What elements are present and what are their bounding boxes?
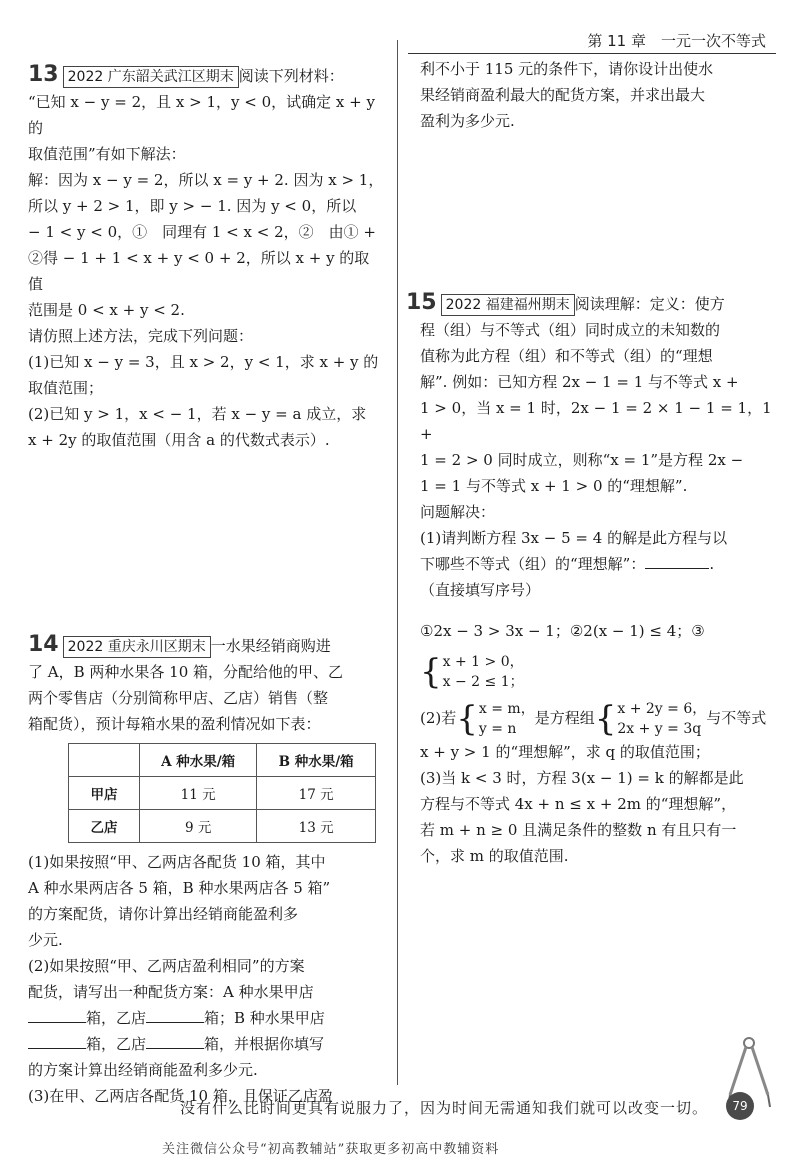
text-line: “已知 x − y = 2，且 x > 1，y < 0，试确定 x + y 的: [28, 93, 375, 137]
text-line: 解”. 例如：已知方程 2x − 1 = 1 与不等式 x +: [420, 373, 739, 391]
system-line: y = n: [478, 721, 517, 737]
text-line: 少元.: [28, 931, 63, 949]
text-line: 个，求 m 的取值范围.: [420, 847, 569, 865]
text-line: 阅读理解：定义：使方: [574, 295, 725, 313]
header-rule: [408, 53, 776, 54]
table-cell: 17 元: [257, 777, 376, 810]
text-line: 范围是 0 < x + y < 2.: [28, 301, 185, 319]
text-line: （直接填写序号）: [420, 581, 541, 599]
answer-blank[interactable]: [28, 1034, 86, 1049]
question-13: [28, 62, 384, 453]
brace-glyph: {: [594, 699, 617, 739]
text-line: 若 m + n ≥ 0 且满足条件的整数 n 有且只有一: [420, 821, 737, 839]
text-line: (2)如果按照“甲、乙两店盈利相同”的方案: [28, 957, 305, 975]
text-line: 两个零售店（分别简称甲店、乙店）销售（整: [28, 689, 329, 707]
table-cell: 9 元: [140, 810, 257, 843]
text-fragment: 箱；B 种水果甲店: [204, 1009, 325, 1027]
table-header-row: [69, 744, 376, 777]
text-line: ②得 − 1 + 1 < x + y < 0 + 2，所以 x + y 的取值: [28, 249, 370, 293]
answer-blank[interactable]: [645, 554, 709, 569]
page-number: 79: [726, 1092, 754, 1120]
text-fragment: 是方程组: [534, 709, 595, 727]
equation-system: [595, 699, 707, 739]
footer-promo: 关注微信公众号“初高教辅站”获取更多初高中教辅资料: [162, 1142, 500, 1157]
text-line: 取值范围；: [28, 379, 104, 397]
footer-quote: 没有什么比时间更具有说服力了，因为时间无需通知我们就可以改变一切。: [180, 1099, 709, 1117]
text-fragment: 箱，并根据你填写: [204, 1035, 325, 1053]
text-line: 的方案配货，请你计算出经销商能盈利多: [28, 905, 299, 923]
text-line: 请仿照上述方法，完成下列问题：: [28, 327, 254, 345]
table-cell: 13 元: [257, 810, 376, 843]
table-row: [69, 810, 376, 843]
question-source: 2022 广东韶关武江区期末: [63, 66, 239, 88]
question-14-continued: [406, 56, 778, 134]
system-line: 2x + y = 3q: [617, 721, 702, 737]
inequality-system: [420, 652, 524, 692]
text-line: 箱配货），预计每箱水果的盈利情况如下表：: [28, 715, 321, 733]
options-text: ①2x − 3 > 3x − 1；②2(x − 1) ≤ 4；③: [420, 622, 705, 640]
profit-table: [68, 743, 376, 843]
text-line: x + 2y 的取值范围（用含 a 的代数式表示）.: [28, 431, 330, 449]
question-source: 2022 福建福州期末: [441, 294, 575, 316]
text-line: 1 = 1 与不等式 x + 1 > 0 的“理想解”.: [420, 477, 688, 495]
chapter-header: 第 11 章 一元一次不等式: [587, 32, 766, 50]
text-line: 盈利为多少元.: [420, 112, 515, 130]
text-fragment: (2)若: [420, 709, 457, 727]
question-15: 15 2022 福建福州期末 阅读理解：定义：使方 程（组）与不等式（组）同时成立的未知数的 值称为此方程（组）和不等式（组）的“理想 解”. 例如：已知方程 2x − 1 = 1 与不等式 x + 1 > 0，当 x = 1 时，2x − 1 = 2 × 1 − 1 = 1，1 + 1 = 2 > 0 同时成立，则称“x = 1”是方程 2x − 1 = 1 与不等式 x + 1 > 0 的“理想解”. 问题解决： (1)请判断方程 3x − 5 = 4 的解是此方程与以 下哪些不等式（组）的“理想解”： . （直接填写序号） ①2x − 3 > 3x − 1；②2(x − 1) ≤ 4；③ { x + 1 > 0， x − 2 ≤ 1； (2)若 { x = m， y = n 是方程组 { x + 2y = 6， 2x + y = 3q 与不等式 x + y > 1 的“理想解”，求 q 的取值范围； (3)当 k < 3 时，方程 3(x − 1) = k 的解都是此 方程与不等式 4x + n ≤ x + 2m 的“理想解”， 若 m + n ≥ 0 且满足条件的整数 n 有且只有一 个，求 m 的取值范围.: [406, 290, 778, 869]
brace-glyph: {: [456, 699, 478, 739]
table-header-cell: B 种水果/箱: [257, 744, 376, 777]
answer-blank[interactable]: [28, 1008, 86, 1023]
system-line: x = m，: [478, 701, 535, 717]
question-source: 2022 重庆永川区期末: [63, 636, 211, 658]
answer-blank[interactable]: [146, 1008, 204, 1023]
text-line: (3)当 k < 3 时，方程 3(x − 1) = k 的解都是此: [420, 769, 744, 787]
question-14: [28, 632, 384, 1109]
text-fragment: 箱，乙店: [86, 1009, 147, 1027]
table-header-cell: A 种水果/箱: [140, 744, 257, 777]
text-fragment: 下哪些不等式（组）的“理想解”：: [420, 555, 646, 573]
text-line: 阅读下列材料：: [238, 67, 344, 85]
text-line: A 种水果两店各 5 箱，B 种水果两店各 5 箱”: [28, 879, 331, 897]
table-cell: 11 元: [140, 777, 257, 810]
text-line: 1 > 0，当 x = 1 时，2x − 1 = 2 × 1 − 1 = 1，1 +: [420, 399, 772, 443]
text-line: 取值范围”有如下解法：: [28, 145, 186, 163]
text-line: 所以 y + 2 > 1，即 y > − 1. 因为 y < 0，所以: [28, 197, 357, 215]
text-line: 方程与不等式 4x + n ≤ x + 2m 的“理想解”，: [420, 795, 737, 813]
system-line: x − 2 ≤ 1；: [442, 674, 524, 690]
text-line: (1)请判断方程 3x − 5 = 4 的解是此方程与以: [420, 529, 728, 547]
text-line: − 1 < y < 0，① 同理有 1 < x < 2，② 由① +: [28, 223, 376, 241]
text-line: (3)在甲、乙两店各配货 10 箱，且保证乙店盈: [28, 1087, 333, 1105]
brace-glyph: {: [420, 652, 442, 692]
text-line: (2)已知 y > 1，x < − 1，若 x − y = a 成立，求: [28, 405, 367, 423]
text-line: 利不小于 115 元的条件下，请你设计出使水: [420, 60, 714, 78]
answer-blank[interactable]: [146, 1034, 204, 1049]
text-line: 一水果经销商购进: [210, 637, 331, 655]
text-line: 问题解决：: [420, 503, 496, 521]
text-fragment: 箱，乙店: [86, 1035, 147, 1053]
text-line: 了 A，B 两种水果各 10 箱，分配给他的甲、乙: [28, 663, 344, 681]
text-line: 解：因为 x − y = 2，所以 x = y + 2. 因为 x > 1，: [28, 171, 384, 189]
text-line: x + y > 1 的“理想解”，求 q 的取值范围；: [420, 743, 710, 761]
text-line: 果经销商盈利最大的配货方案，并求出最大: [420, 86, 706, 104]
text-line: 程（组）与不等式（组）同时成立的未知数的: [420, 321, 721, 339]
text-line: (1)已知 x − y = 3，且 x > 2，y < 1，求 x + y 的: [28, 353, 379, 371]
table-row-head: 乙店: [69, 810, 140, 843]
text-fragment: 与不等式: [706, 709, 767, 727]
solution-system: [456, 699, 534, 739]
question-number: 13: [28, 62, 59, 87]
system-line: x + 2y = 6，: [617, 701, 707, 717]
column-divider: [397, 40, 398, 1085]
question-number: 14: [28, 632, 59, 657]
text-line: 1 = 2 > 0 同时成立，则称“x = 1”是方程 2x −: [420, 451, 744, 469]
table-row: [69, 777, 376, 810]
text-line: 配货，请写出一种配货方案：A 种水果甲店: [28, 983, 314, 1001]
text-line: 值称为此方程（组）和不等式（组）的“理想: [420, 347, 713, 365]
text-line: (1)如果按照“甲、乙两店各配货 10 箱，其中: [28, 853, 326, 871]
text-line: 的方案计算出经销商能盈利多少元.: [28, 1061, 258, 1079]
table-header-cell: [69, 744, 140, 777]
question-number: 15: [406, 290, 437, 315]
system-line: x + 1 > 0，: [442, 654, 524, 670]
table-row-head: 甲店: [69, 777, 140, 810]
